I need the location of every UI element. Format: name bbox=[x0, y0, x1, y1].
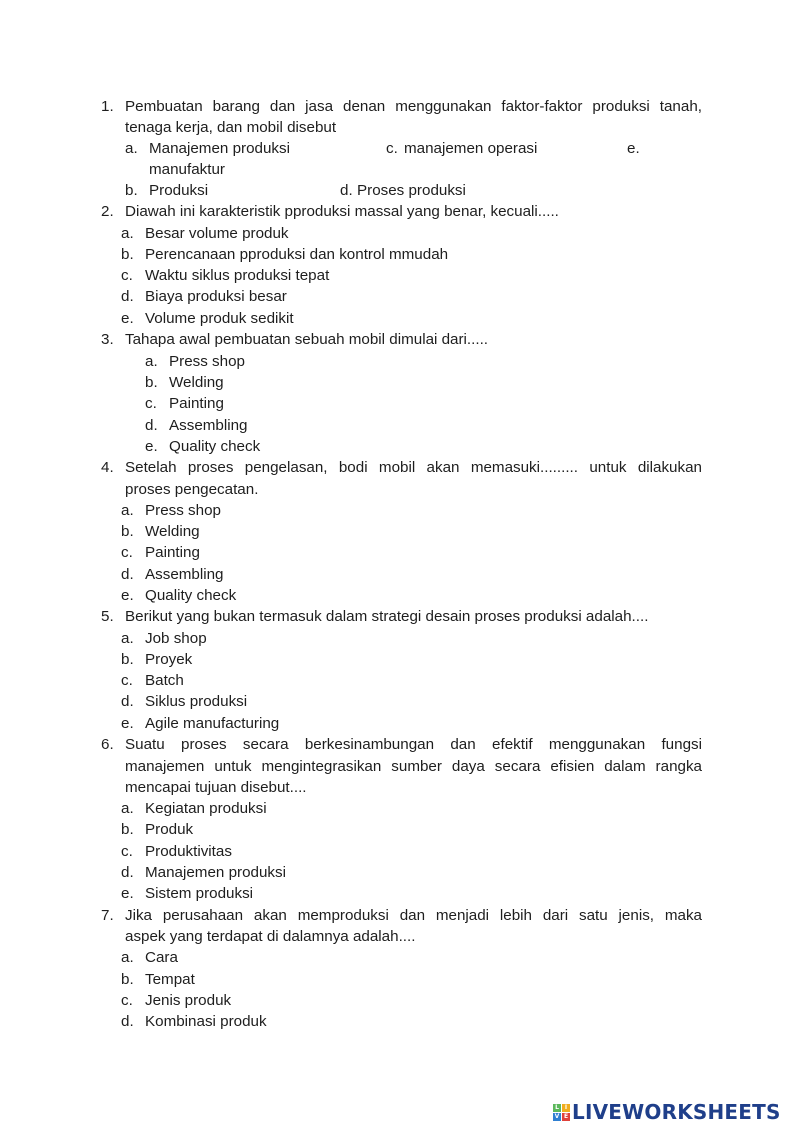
question-text: aspek yang terdapat di dalamnya adalah.... bbox=[125, 928, 416, 945]
option-letter: c. bbox=[386, 140, 398, 157]
option-letter: e. bbox=[121, 715, 134, 732]
question-text: Pembuatan barang dan jasa denan menggunakan faktor-faktor produksi tanah, bbox=[125, 98, 702, 115]
option-letter: b. bbox=[121, 971, 134, 988]
option-letter: c. bbox=[121, 544, 133, 561]
option-letter: a. bbox=[145, 353, 158, 370]
option-text: Besar volume produk bbox=[145, 225, 289, 242]
option-letter: c. bbox=[121, 672, 133, 689]
option-text: Job shop bbox=[145, 630, 207, 647]
option-letter: e. bbox=[121, 310, 134, 327]
option-letter: d. bbox=[121, 693, 134, 710]
option-text: Sistem produksi bbox=[145, 885, 254, 902]
option-text: manufaktur bbox=[149, 161, 225, 178]
logo-blocks-icon bbox=[553, 1104, 570, 1121]
option-text: Assembling bbox=[145, 566, 224, 583]
option-text: Tempat bbox=[145, 971, 195, 988]
option-text: Welding bbox=[145, 523, 200, 540]
question-text: Jika perusahaan akan memproduksi dan menjadi lebih dari satu jenis, maka bbox=[125, 907, 702, 924]
question-text: Suatu proses secara berkesinambungan dan efektif menggunakan fungsi bbox=[125, 736, 702, 753]
logo-text: LIVEWORKSHEETS bbox=[572, 1100, 781, 1124]
option-letter: d. bbox=[340, 182, 353, 199]
option-letter: b. bbox=[121, 246, 134, 263]
option-text: Perencanaan pproduksi dan kontrol mmudah bbox=[145, 246, 449, 263]
liveworksheets-logo[interactable] bbox=[553, 1101, 781, 1123]
option-text: Waktu siklus produksi tepat bbox=[145, 267, 330, 284]
question-text: Setelah proses pengelasan, bodi mobil akan memasuki......... untuk dilakukan bbox=[125, 459, 702, 476]
question-text: manajemen untuk mengintegrasikan sumber daya secara efisien dalam rangka bbox=[125, 758, 702, 775]
option-letter: d. bbox=[121, 864, 134, 881]
option-text: Siklus produksi bbox=[145, 693, 248, 710]
option-letter: b. bbox=[145, 374, 158, 391]
question-number: 7. bbox=[101, 907, 114, 924]
option-text: Painting bbox=[145, 544, 200, 561]
question-number: 5. bbox=[101, 608, 114, 625]
logo-block-v: V bbox=[554, 1112, 560, 1120]
option-letter: b. bbox=[125, 182, 138, 199]
question-text: Berikut yang bukan termasuk dalam strategi desain proses produksi adalah.... bbox=[125, 608, 649, 625]
option-letter: c. bbox=[145, 395, 157, 412]
question-text: Diawah ini karakteristik pproduksi massal yang benar, kecuali..... bbox=[125, 203, 559, 220]
option-letter: a. bbox=[121, 800, 134, 817]
option-text: Produksi bbox=[149, 182, 209, 199]
option-text: Proyek bbox=[145, 651, 193, 668]
option-letter: a. bbox=[121, 225, 134, 242]
logo-block-l: L bbox=[553, 1104, 561, 1112]
option-letter: e. bbox=[121, 885, 134, 902]
logo-block-e: E bbox=[563, 1112, 569, 1120]
option-text: Produk bbox=[145, 821, 194, 838]
option-text: Produktivitas bbox=[145, 843, 232, 860]
option-text: Quality check bbox=[169, 438, 261, 455]
option-text: Press shop bbox=[145, 502, 221, 519]
question-number: 6. bbox=[101, 736, 114, 753]
option-letter: c. bbox=[121, 267, 133, 284]
option-text: Biaya produksi besar bbox=[145, 288, 287, 305]
option-letter: d. bbox=[145, 417, 158, 434]
option-text: Batch bbox=[145, 672, 184, 689]
option-text: Welding bbox=[169, 374, 224, 391]
question-number: 1. bbox=[101, 98, 114, 115]
question-text: mencapai tujuan disebut.... bbox=[125, 779, 307, 796]
option-letter: e. bbox=[121, 587, 134, 604]
option-text: Cara bbox=[145, 949, 178, 966]
option-letter: e. bbox=[145, 438, 158, 455]
option-text: Quality check bbox=[145, 587, 237, 604]
option-letter: d. bbox=[121, 1013, 134, 1030]
option-text: Press shop bbox=[169, 353, 245, 370]
question-text: tenaga kerja, dan mobil disebut bbox=[125, 119, 337, 136]
question-number: 3. bbox=[101, 331, 114, 348]
question-text: proses pengecatan. bbox=[125, 481, 259, 498]
option-text: Manajemen produksi bbox=[149, 140, 290, 157]
question-text: Tahapa awal pembuatan sebuah mobil dimulai dari..... bbox=[125, 331, 489, 348]
option-letter: d. bbox=[121, 566, 134, 583]
logo-block-i: I bbox=[562, 1104, 570, 1112]
option-text: Kegiatan produksi bbox=[145, 800, 267, 817]
question-number: 2. bbox=[101, 203, 114, 220]
option-letter: a. bbox=[121, 630, 134, 647]
question-number: 4. bbox=[101, 459, 114, 476]
option-letter: b. bbox=[121, 651, 134, 668]
option-text: Agile manufacturing bbox=[145, 715, 280, 732]
option-text: Painting bbox=[169, 395, 224, 412]
option-letter: b. bbox=[121, 821, 134, 838]
option-text: Proses produksi bbox=[357, 182, 466, 199]
option-text: manajemen operasi bbox=[404, 140, 538, 157]
option-letter: c. bbox=[121, 843, 133, 860]
option-letter: c. bbox=[121, 992, 133, 1009]
option-text: Manajemen produksi bbox=[145, 864, 286, 881]
option-letter: b. bbox=[121, 523, 134, 540]
option-letter: a. bbox=[121, 949, 134, 966]
option-letter: a. bbox=[125, 140, 138, 157]
option-text: Kombinasi produk bbox=[145, 1013, 267, 1030]
option-letter: a. bbox=[121, 502, 134, 519]
option-text: Assembling bbox=[169, 417, 248, 434]
option-text: Volume produk sedikit bbox=[145, 310, 294, 327]
option-text: Jenis produk bbox=[145, 992, 232, 1009]
option-letter: e. bbox=[627, 140, 640, 157]
option-letter: d. bbox=[121, 288, 134, 305]
